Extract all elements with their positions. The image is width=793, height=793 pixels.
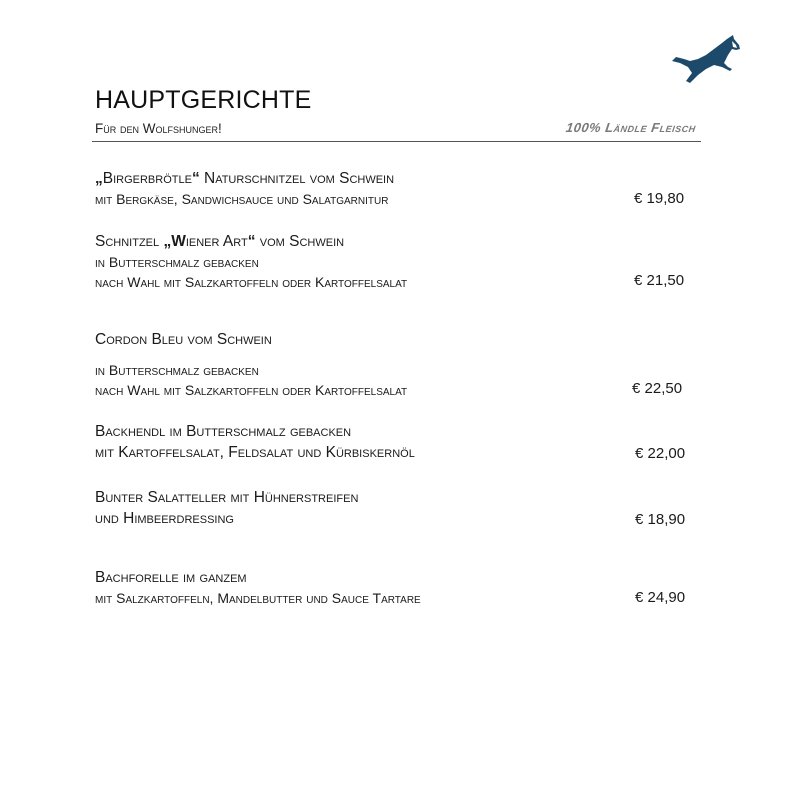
menu-item-name: Bachforelle im ganzem (95, 569, 247, 586)
menu-item-description: in Butterschmalz gebacken (95, 362, 259, 378)
tagline: 100% Ländle Fleisch (564, 120, 697, 135)
quote-open: „ (95, 170, 103, 187)
menu-item-name (95, 168, 394, 189)
menu-item-backhendl (95, 421, 415, 463)
menu-item-name (95, 231, 407, 252)
page-subtitle: Für den Wolfshunger! (95, 121, 222, 136)
menu-item-name: Backhendl im Butterschmalz gebacken (95, 423, 352, 440)
menu-item-birgerbroetle (95, 168, 394, 209)
spacer (95, 350, 407, 360)
menu-item-price: € 19,80 (634, 190, 685, 207)
menu-item-description: in Butterschmalz gebacken (95, 254, 259, 270)
menu-item-cordon-bleu (95, 329, 407, 400)
name-main: Birgerbrötle (102, 170, 192, 187)
menu-item-name: Cordon Bleu vom Schwein (95, 331, 272, 348)
divider (92, 141, 701, 142)
menu-item-description: mit Kartoffelsalat, Feldsalat und Kürbiskernöl (95, 444, 415, 461)
menu-item-price: € 22,00 (635, 445, 686, 462)
menu-item-price: € 21,50 (634, 272, 685, 289)
name-rest: vom Schwein (255, 233, 345, 250)
menu-item-description: mit Salzkartoffeln, Mandelbutter und Sauce Tartare (95, 590, 421, 606)
menu-item-schnitzel-wiener-art (95, 231, 407, 292)
name-bold: W (171, 233, 186, 250)
name-rest: Naturschnitzel vom Schwein (199, 170, 395, 187)
quote-open: „ (163, 233, 172, 250)
menu-item-price: € 22,50 (632, 380, 683, 397)
menu-item-name: Bunter Salatteller mit Hühnerstreifen (95, 489, 359, 506)
menu-item-description: nach Wahl mit Salzkartoffeln oder Kartoffelsalat (95, 382, 408, 398)
menu-item-price: € 18,90 (635, 511, 686, 528)
name-mid: iener Art (185, 233, 248, 250)
menu-item-description: mit Bergkäse, Sandwichsauce und Salatgarnitur (95, 191, 389, 207)
menu-item-salatteller (95, 487, 358, 529)
quote-close: “ (191, 170, 200, 187)
menu-item-price: € 24,90 (635, 589, 686, 606)
quote-close: “ (247, 233, 256, 250)
page-title: HAUPTGERICHTE (95, 86, 312, 114)
menu-item-description: und Himbeerdressing (95, 510, 234, 527)
wolf-logo-icon (670, 33, 742, 87)
menu-item-bachforelle (95, 567, 421, 608)
menu-item-description: nach Wahl mit Salzkartoffeln oder Kartoffelsalat (95, 274, 408, 290)
name-pre: Schnitzel (95, 233, 164, 250)
